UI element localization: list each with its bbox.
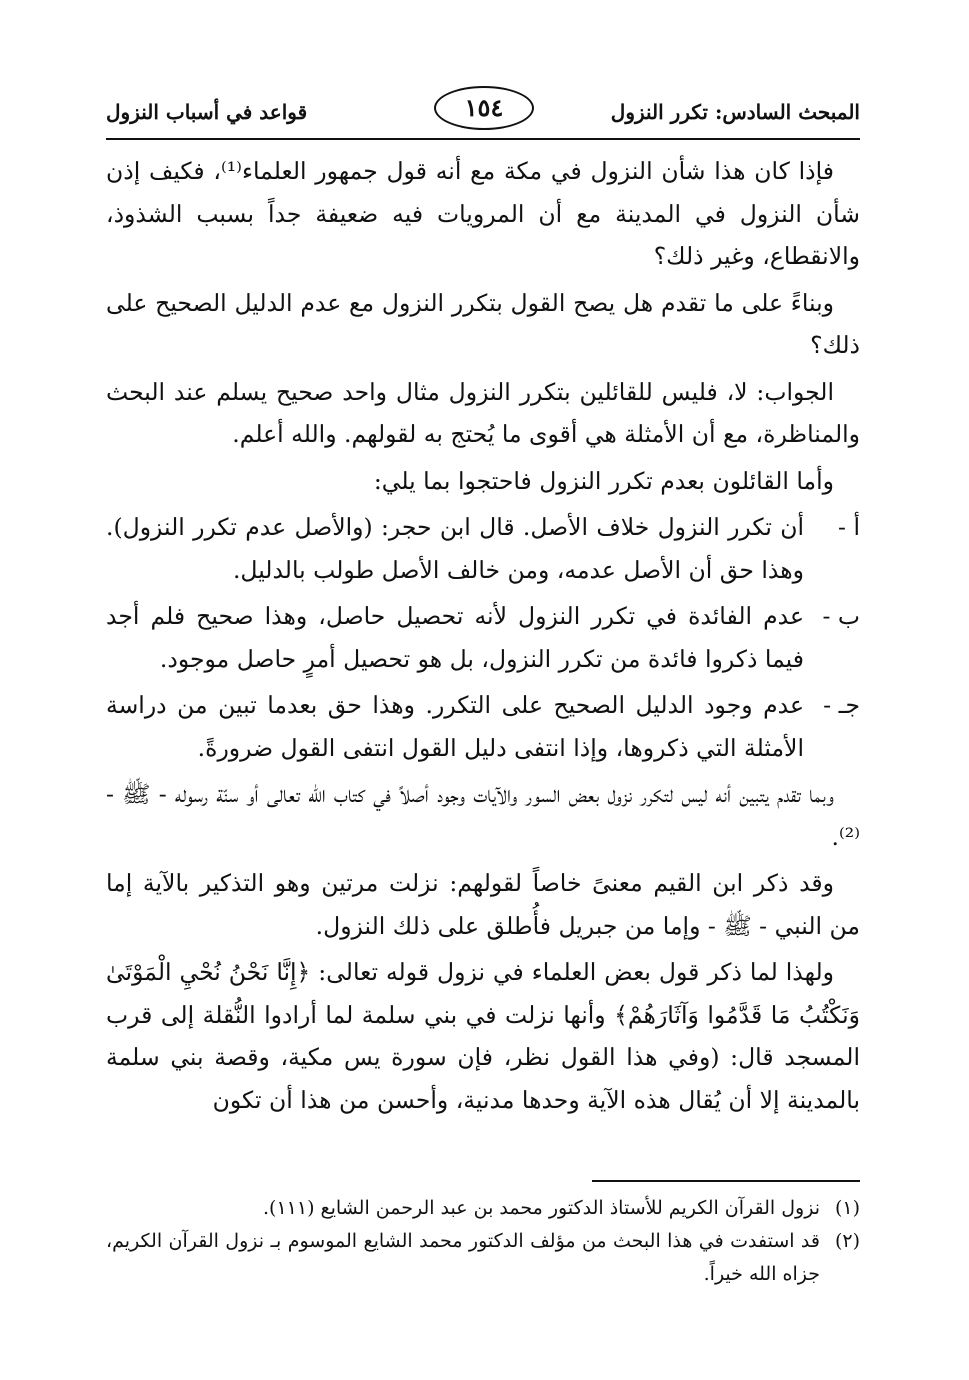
paragraph: وقد ذكر ابن القيم معنىً خاصاً لقولهم: نزلت مرتين وهو التذكير بالآية إما من النبي - ﷺ - وإما من جبريل فأُطلق على ذلك النزول. [106,869,860,940]
paragraph: فإذا كان هذا شأن النزول في مكة مع أنه قول جمهور العلماء⁽¹⁾، فكيف إذن شأن النزول في المدينة مع أن المرويات فيه ضعيفة جداً بسبب الشذوذ، والانقطاع، وغير ذلك؟ [106,157,860,270]
paragraph: وبناءً على ما تقدم هل يصح القول بتكرر النزول مع عدم الدليل الصحيح على ذلك؟ [106,288,860,359]
header-divider [106,138,860,140]
list-text: أن تكرر النزول خلاف الأصل. قال ابن حجر: (والأصل عدم تكرر النزول). وهذا حق أن الأصل عدمه، ومن خالف الأصل طولب بالدليل. [106,513,804,584]
page-header [106,86,860,132]
list-marker: ب - [822,602,860,630]
list-item [106,684,860,769]
list-marker: أ - [838,513,860,541]
page-number: ١٥٤ [434,86,534,130]
main-text [106,150,860,1125]
list-item [106,595,860,680]
book-title: قواعد في أسباب النزول [106,100,308,124]
section-title: المبحث السادس: تكرر النزول [610,100,860,124]
footnote-text: قد استفدت في هذا البحث من مؤلف الدكتور محمد الشايع الموسوم بـ نزول القرآن الكريم، جزاه الله خيراً. [106,1230,820,1285]
list-item [106,506,860,591]
footnote [106,1192,860,1225]
list-text: عدم الفائدة في تكرر النزول لأنه تحصيل حاصل، وهذا صحيح فلم أجد فيما ذكروا فائدة من تكرر النزول، بل هو تحصيل أمرٍ حاصل موجود. [106,602,804,673]
paragraph: وبما تقدم يتبين أنه ليس لتكرر نزول بعض السور والآيات وجود أصلاً في كتاب الله تعالى أو سنّة رسوله - ﷺ -⁽²⁾. [106,780,860,851]
list-marker: جـ - [823,691,860,719]
footnote-number: (٢) [834,1230,860,1252]
footnote-number: (١) [834,1197,860,1219]
paragraph: ولهذا لما ذكر قول بعض العلماء في نزول قوله تعالى: ﴿إِنَّا نَحْنُ نُحْيِ الْمَوْتَىٰ وَنَكْتُبُ مَا قَدَّمُوا وَآثَارَهُمْ﴾ وأنها نزلت في بني سلمة لما أرادوا النُّقلة إلى قرب المسجد قال: (وفي هذا القول نظر، فإن سورة يس مكية، وقصة بني سلمة بالمدينة إلا أن يُقال هذه الآية وحدها مدنية، وأحسن من هذا أن تكون [106,958,860,1114]
list-text: عدم وجود الدليل الصحيح على التكرر. وهذا حق بعدما تبين من دراسة الأمثلة التي ذكروها، وإذا انتفى دليل القول انتفى القول ضرورةً. [106,691,804,762]
footnote-divider [592,1180,860,1182]
footnote-text: نزول القرآن الكريم للأستاذ الدكتور محمد بن عبد الرحمن الشايع (١١١). [263,1197,820,1219]
paragraph: الجواب: لا، فليس للقائلين بتكرر النزول مثال واحد صحيح يسلم عند البحث والمناظرة، مع أن الأمثلة هي أقوى ما يُحتج به لقولهم. والله أعلم. [106,377,860,448]
footnote [106,1225,860,1291]
paragraph: وأما القائلون بعدم تكرر النزول فاحتجوا بما يلي: [373,466,834,495]
footnotes [106,1192,860,1291]
